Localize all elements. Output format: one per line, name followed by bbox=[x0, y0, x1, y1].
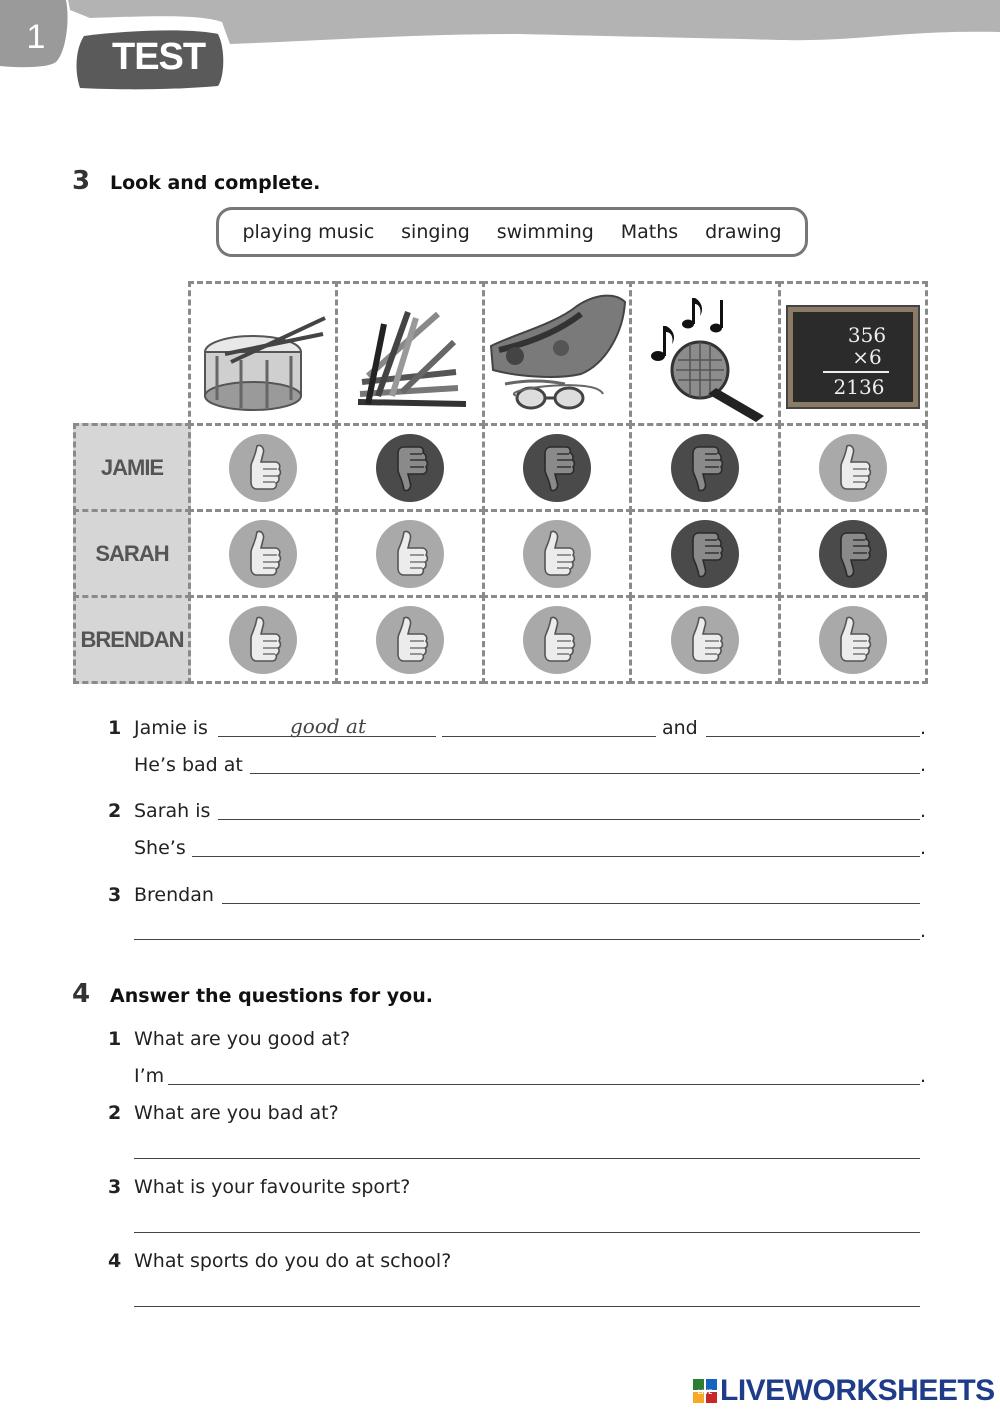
picture-cell-singing bbox=[629, 281, 781, 426]
answer-line-q2[interactable] bbox=[134, 1158, 920, 1159]
name-cell-brendan: BRENDAN bbox=[73, 595, 191, 684]
question-1-number: 1 bbox=[108, 1028, 122, 1050]
sentence-3-start: Brendan bbox=[134, 884, 214, 906]
period: . bbox=[920, 800, 927, 822]
rating-cell-sarah-5 bbox=[778, 509, 928, 598]
word-bank-item: playing music bbox=[242, 221, 375, 243]
question-3-number: 3 bbox=[108, 1176, 122, 1198]
answer-line-q4[interactable] bbox=[134, 1306, 920, 1307]
word-bank-item: swimming bbox=[496, 221, 594, 243]
exercise-4-number: 4 bbox=[72, 979, 91, 1009]
word-bank-item: Maths bbox=[620, 221, 679, 243]
sentence-2-start: Sarah is bbox=[134, 800, 211, 822]
rating-cell-sarah-1 bbox=[188, 509, 338, 598]
thumbs-down-icon bbox=[817, 518, 889, 590]
example-answer: good at bbox=[290, 714, 367, 738]
sentence-3-number: 3 bbox=[108, 884, 122, 906]
rating-cell-sarah-3 bbox=[482, 509, 632, 598]
answer-line-3a[interactable] bbox=[222, 903, 920, 904]
answer-line-1b[interactable] bbox=[442, 736, 656, 737]
exercise-3-instruction: Look and complete. bbox=[110, 172, 321, 194]
rating-cell-jamie-5 bbox=[778, 423, 928, 512]
pencils-icon bbox=[338, 284, 482, 423]
sentence-2-cont: She’s bbox=[134, 837, 186, 859]
question-4-number: 4 bbox=[108, 1250, 122, 1272]
drum-icon bbox=[191, 284, 335, 423]
thumbs-up-icon bbox=[817, 432, 889, 504]
logo-letters: LIVE bbox=[697, 1389, 713, 1396]
question-4-text: What sports do you do at school? bbox=[134, 1250, 452, 1272]
exercise-3-number: 3 bbox=[72, 166, 91, 196]
blackboard-line-1: 356 bbox=[847, 323, 887, 347]
thumbs-up-icon bbox=[521, 518, 593, 590]
answer-line-q3[interactable] bbox=[134, 1232, 920, 1233]
sentence-1-cont: He’s bad at bbox=[134, 754, 243, 776]
question-1-prefix: I’m bbox=[134, 1065, 165, 1087]
thumbs-up-icon bbox=[817, 604, 889, 676]
period: . bbox=[920, 837, 927, 859]
rating-cell-sarah-2 bbox=[335, 509, 485, 598]
blackboard-icon bbox=[781, 284, 925, 423]
picture-cell-pencils bbox=[335, 281, 485, 426]
question-2-text: What are you bad at? bbox=[134, 1102, 339, 1124]
thumbs-up-icon bbox=[227, 518, 299, 590]
sentence-1-number: 1 bbox=[108, 717, 122, 739]
rating-cell-jamie-2 bbox=[335, 423, 485, 512]
word-bank bbox=[216, 207, 808, 257]
liveworksheets-icon bbox=[693, 1379, 717, 1403]
thumbs-up-icon bbox=[374, 518, 446, 590]
period: . bbox=[920, 717, 927, 739]
blackboard-line-3: 2136 bbox=[833, 375, 885, 399]
thumbs-down-icon bbox=[669, 518, 741, 590]
rating-cell-brendan-2 bbox=[335, 595, 485, 684]
rating-cell-jamie-1 bbox=[188, 423, 338, 512]
liveworksheets-logo[interactable] bbox=[693, 1374, 995, 1408]
exercise-4-instruction: Answer the questions for you. bbox=[110, 985, 433, 1007]
sentence-1-start: Jamie is bbox=[134, 717, 208, 739]
answer-line-2a[interactable] bbox=[218, 819, 920, 820]
word-bank-item: singing bbox=[401, 221, 470, 243]
period: . bbox=[920, 754, 927, 776]
answer-line-q1[interactable] bbox=[168, 1084, 920, 1085]
picture-cell-swimming bbox=[482, 281, 632, 426]
sentence-1-and: and bbox=[662, 717, 698, 739]
thumbs-down-icon bbox=[374, 432, 446, 504]
picture-cell-drum bbox=[188, 281, 338, 426]
picture-cell-maths bbox=[778, 281, 928, 426]
question-2-number: 2 bbox=[108, 1102, 122, 1124]
answer-line-1d[interactable] bbox=[250, 773, 920, 774]
answer-line-1c[interactable] bbox=[706, 736, 920, 737]
microphone-icon bbox=[632, 284, 778, 423]
word-bank-item: drawing bbox=[705, 221, 782, 243]
thumbs-up-icon bbox=[227, 604, 299, 676]
brand-name: LIVEWORKSHEETS bbox=[720, 1374, 995, 1407]
sentence-2-number: 2 bbox=[108, 800, 122, 822]
thumbs-up-icon bbox=[227, 432, 299, 504]
thumbs-up-icon bbox=[521, 604, 593, 676]
rating-cell-sarah-4 bbox=[629, 509, 781, 598]
period: . bbox=[920, 920, 927, 942]
rating-cell-brendan-1 bbox=[188, 595, 338, 684]
blackboard-line-2: ×6 bbox=[852, 345, 882, 369]
rating-cell-jamie-4 bbox=[629, 423, 781, 512]
name-cell-sarah: SARAH bbox=[73, 509, 191, 598]
test-label: TEST bbox=[112, 36, 206, 78]
unit-number: 1 bbox=[26, 18, 46, 56]
rating-cell-brendan-4 bbox=[629, 595, 781, 684]
question-1-text: What are you good at? bbox=[134, 1028, 351, 1050]
rating-cell-brendan-3 bbox=[482, 595, 632, 684]
thumbs-down-icon bbox=[521, 432, 593, 504]
towel-goggles-icon bbox=[485, 284, 629, 423]
answer-line-3b[interactable] bbox=[134, 939, 920, 940]
thumbs-down-icon bbox=[669, 432, 741, 504]
thumbs-up-icon bbox=[669, 604, 741, 676]
thumbs-up-icon bbox=[374, 604, 446, 676]
answer-line-2b[interactable] bbox=[192, 856, 920, 857]
question-3-text: What is your favourite sport? bbox=[134, 1176, 411, 1198]
name-cell-jamie: JAMIE bbox=[73, 423, 191, 512]
period: . bbox=[920, 1065, 927, 1087]
rating-cell-brendan-5 bbox=[778, 595, 928, 684]
rating-cell-jamie-3 bbox=[482, 423, 632, 512]
